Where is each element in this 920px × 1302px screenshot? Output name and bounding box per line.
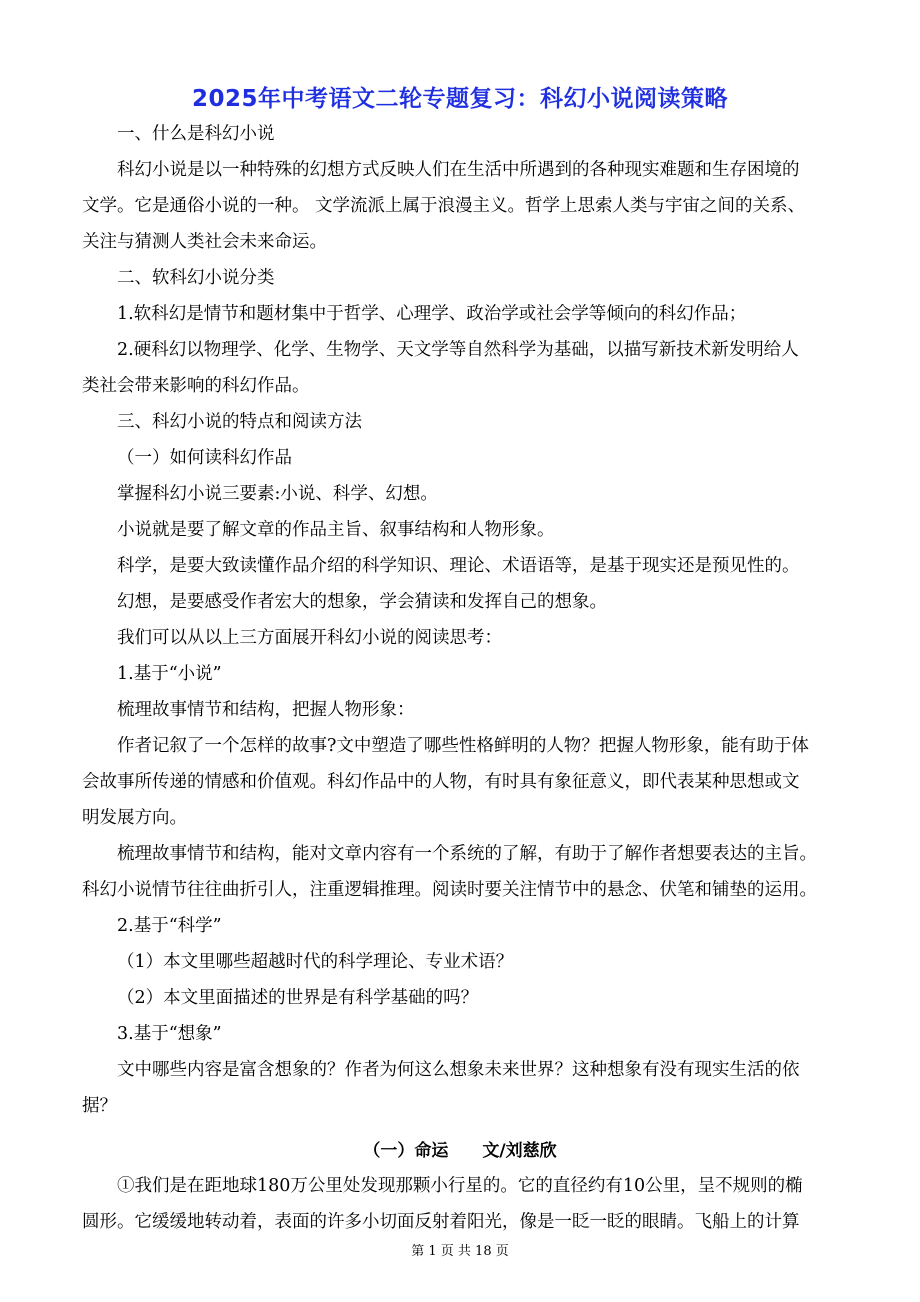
list-heading: 1.基于“小说” [117,664,222,684]
story-heading: （一）命运 文/刘慈欣 [363,1141,557,1161]
paragraph-line: 作者记叙了一个怎样的故事?文中塑造了哪些性格鲜明的人物？把握人物形象，能有助于体 [117,736,809,756]
section-heading: 二、软科幻小说分类 [117,268,275,288]
section-heading: 一、什么是科幻小说 [117,124,275,144]
page-footer: 第 1 页 共 18 页 [411,1244,509,1259]
paragraph-line: 2.硬科幻以物理学、化学、生物学、天文学等自然科学为基础，以描写新技术新发明给人 [117,340,799,360]
section-heading: 三、科幻小说的特点和阅读方法 [117,412,362,432]
document-title: 2025年中考语文二轮专题复习：科幻小说阅读策略 [191,86,728,112]
list-heading: 2.基于“科学” [117,916,222,936]
paragraph-line: 科学，是要大致读懂作品介绍的科学知识、理论、术语语等，是基于现实还是预见性的。 [117,556,800,576]
paragraph-line: 明发展方向。 [82,808,187,828]
paragraph-line: 关注与猜测人类社会未来命运。 [82,232,327,252]
paragraph-line: 梳理故事情节和结构，能对文章内容有一个系统的了解，有助于了解作者想要表达的主旨。 [117,844,817,864]
list-item: （1）本文里哪些超越时代的科学理论、专业术语？ [117,952,514,972]
paragraph-line: 会故事所传递的情感和价值观。科幻作品中的人物，有时具有象征意义，即代表某种思想或文 [82,772,800,792]
paragraph-line: 文中哪些内容是富含想象的？作者为何这么想象未来世界？这种想象有没有现实生活的依 [117,1060,800,1080]
body-text [82,116,842,1124]
paragraph-line: 掌握科幻小说三要素:小说、科学、幻想。 [117,484,438,504]
paragraph-line: 我们可以从以上三方面展开科幻小说的阅读思考： [117,628,502,648]
paragraph-line: 据？ [82,1096,117,1116]
paragraph-line: 圆形。它缓缓地转动着，表面的许多小切面反射着阳光，像是一眨一眨的眼睛。飞船上的计算 [82,1212,800,1232]
paragraph-line: 科幻小说是以一种特殊的幻想方式反映人们在生活中所遇到的各种现实难题和生存困境的 [117,160,800,180]
list-item: （2）本文里面描述的世界是有科学基础的吗？ [117,988,479,1008]
paragraph-line: 科幻小说情节往往曲折引人，注重逻辑推理。阅读时要关注情节中的悬念、伏笔和铺垫的运用。 [82,880,817,900]
list-heading: 3.基于“想象” [117,1024,222,1044]
paragraph-line: ①我们是在距地球180万公里处发现那颗小行星的。它的直径约有10公里，呈不规则的椭 [117,1176,803,1196]
paragraph-line: 文学。它是通俗小说的一种。 文学流派上属于浪漫主义。哲学上思索人类与宇宙之间的关系、 [82,196,806,216]
story-text [82,1168,842,1240]
paragraph-line: 类社会带来影响的科幻作品。 [82,376,310,396]
paragraph-line: 1.软科幻是情节和题材集中于哲学、心理学、政治学或社会学等倾向的科幻作品； [117,304,747,324]
paragraph-line: 梳理故事情节和结构，把握人物形象： [117,700,415,720]
paragraph-line: 小说就是要了解文章的作品主旨、叙事结构和人物形象。 [117,520,555,540]
paragraph-line: 幻想，是要感受作者宏大的想象，学会猜读和发挥自己的想象。 [117,592,607,612]
subsection-heading: （一）如何读科幻作品 [117,448,292,468]
